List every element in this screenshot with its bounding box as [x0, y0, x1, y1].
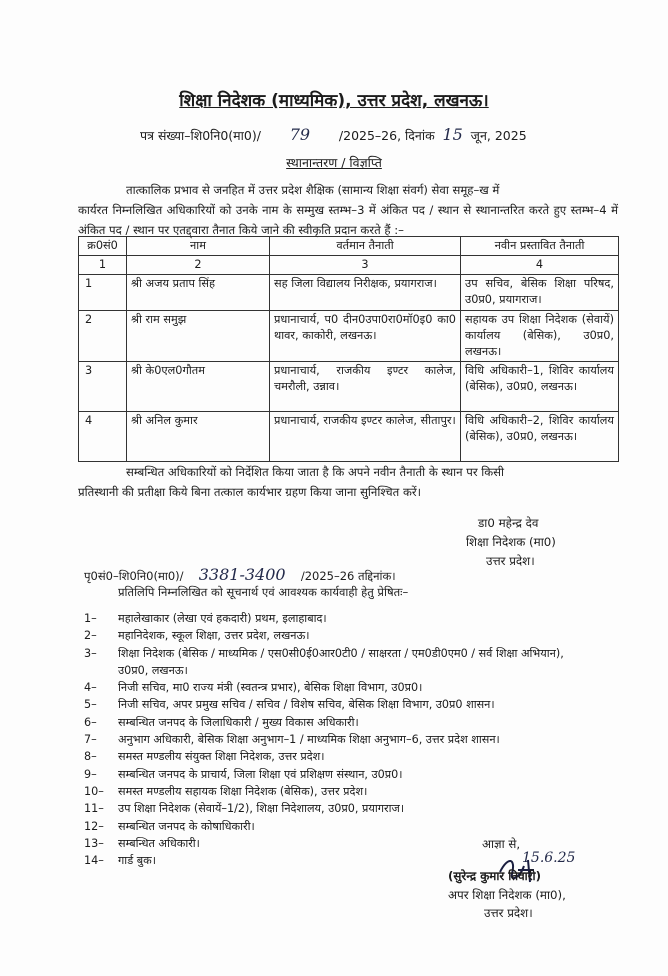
list-item [84, 610, 564, 627]
table-row: 1 श्री अजय प्रताप सिंह सह जिला विद्यालय निरीक्षक, प्रयागराज। उप सचिव, बेसिक शिक्षा परिषद, उ0प्र0, प्रयागराज। [79, 275, 619, 311]
header-proposed: नवीन प्रस्तावित तैनाती [461, 237, 619, 256]
list-item-number: 10– [84, 784, 104, 798]
list-item-number: 2– [84, 629, 97, 643]
list-item-number: 3– [84, 646, 97, 660]
list-item-text: शिक्षा निदेशक (बेसिक / माध्यमिक / एस0सी0ई0आर0टी0 / साक्षरता / एम0डी0एम0 / सर्व शिक्षा अभियान), [118, 646, 564, 660]
header-current: वर्तमान तैनाती [270, 237, 461, 256]
list-item [84, 852, 564, 869]
subject-line: स्थानान्तरण / विज्ञप्ति [286, 155, 382, 170]
transfer-table [78, 236, 619, 462]
list-item-text: समस्त मण्डलीय सहायक शिक्षा निदेशक (बेसिक), उत्तर प्रदेश। [118, 784, 368, 798]
list-item-number: 8– [84, 750, 97, 764]
list-item [84, 766, 564, 783]
list-item-number: 14– [84, 854, 104, 868]
signatory-name: डा0 महेन्द्र देव [478, 516, 539, 530]
letter-number: 79 [289, 125, 311, 144]
list-item-text: गार्ड बुक। [118, 854, 156, 868]
letter-day: 15 [442, 125, 463, 144]
list-item-number: 11– [84, 802, 104, 816]
table-column-number-row: 1 2 3 4 [79, 256, 619, 275]
list-item [84, 696, 564, 713]
table-header-row [79, 237, 619, 256]
list-item [84, 679, 564, 696]
list-item [84, 748, 564, 765]
list-item-number: 1– [84, 612, 97, 625]
list-item [84, 627, 564, 644]
list-item-number: 7– [84, 733, 97, 747]
list-item [84, 818, 564, 835]
table-row: 4 श्री अनिल कुमार प्रधानाचार्य, राजकीय इण्टर कालेज, सीतापुर। विधि अधिकारी–2, शिविर कार्यालय (बेसिक), उ0प्र0, लखनऊ। [79, 412, 619, 462]
list-item-number: 5– [84, 698, 97, 712]
date-label: दिनांक [405, 128, 435, 143]
endorsement-reference [84, 565, 396, 584]
letter-prefix: पत्र संख्या–शि0नि0(मा0)/ [140, 128, 261, 143]
list-item [84, 662, 564, 679]
list-item [84, 783, 564, 800]
signature-date: 15.6.25 [522, 850, 576, 866]
list-item [84, 800, 564, 817]
list-item-number: 6– [84, 715, 97, 729]
list-item-number: 13– [84, 836, 104, 850]
copy-list [84, 610, 564, 869]
list-item [84, 645, 564, 662]
list-item-text: सम्बन्धित जनपद के जिलाधिकारी / मुख्य विकास अधिकारी। [118, 715, 359, 729]
signatory-designation: शिक्षा निदेशक (मा0) [466, 535, 556, 549]
office-heading: शिक्षा निदेशक (माध्यमिक), उत्तर प्रदेश, लखनऊ। [179, 91, 489, 111]
list-item-text: समस्त मण्डलीय संयुक्त शिक्षा निदेशक, उत्तर प्रदेश। [118, 750, 325, 764]
signatory-2-place: उत्तर प्रदेश। [484, 906, 533, 920]
list-item-text: सम्बन्धित अधिकारी। [118, 836, 200, 850]
list-item-number: 4– [84, 681, 97, 695]
intro-paragraph: तात्कालिक प्रभाव से जनहित में उत्तर प्रदेश शैक्षिक (सामान्य शिक्षा संवर्ग) सेवा समूह–ख में कार्यरत निम्नलिखित अधिकारियों को उनके नाम के सम्मुख स्तम्भ–3 में अंकित पद / स्थान से स्थानान्तरित करते हुए स्तम्भ–4 में अंकित पद / स्थान पर एतद्द्वारा तैनात किये जाने की स्वीकृति प्रदान करते हैं :– [78, 183, 618, 237]
list-item-text: निजी सचिव, अपर प्रमुख सचिव / सचिव / विशेष सचिव, बेसिक शिक्षा विभाग, उ0प्र0 शासन। [118, 698, 495, 712]
directive-paragraph: सम्बन्धित अधिकारियों को निर्देशित किया जाता है कि अपने नवीन तैनाती के स्थान पर किसी प्रतिस्थानी की प्रतीक्षा किये बिना तत्काल कार्यभार ग्रहण किया जाना सुनिश्चित करें। [78, 465, 505, 499]
list-item [84, 731, 564, 748]
endorsement-prefix: पृ0सं0–शि0नि0(मा0)/ [84, 569, 184, 583]
list-item-text: उ0प्र0, लखनऊ। [118, 663, 188, 677]
letter-year: /2025–26, [338, 128, 402, 143]
header-name: नाम [127, 237, 270, 256]
list-item-text: अनुभाग अधिकारी, बेसिक शिक्षा अनुभाग–1 / माध्यमिक शिक्षा अनुभाग–6, उत्तर प्रदेश शासन। [118, 733, 500, 747]
signatory-2-name: (सुरेन्द्र कुमार तिवारी) [448, 869, 541, 883]
list-item-text: सम्बन्धित जनपद के प्राचार्य, जिला शिक्षा एवं प्रशिक्षण संस्थान, उ0प्र0। [118, 767, 403, 781]
letter-month-year: जून, 2025 [470, 128, 527, 143]
header-sno: क्र0सं0 [79, 237, 127, 256]
list-item-text: उप शिक्षा निदेशक (सेवायें–1/2), शिक्षा निदेशालय, उ0प्र0, प्रयागराज। [118, 802, 405, 816]
list-item-text: महानिदेशक, स्कूल शिक्षा, उत्तर प्रदेश, लखनऊ। [118, 629, 310, 643]
table-row: 2 श्री राम समुझ प्रधानाचार्य, प0 दीन0उपा0रा0मॉ0इ0 का0 थावर, काकोरी, लखनऊ। सहायक उप शिक्षा निदेशक (सेवायें) कार्यालय (बेसिक), उ0प्र0, लखनऊ। [79, 311, 619, 362]
endorsement-note: प्रतिलिपि निम्नलिखित को सूचनार्थ एवं आवश्यक कार्यवाही हेतु प्रेषितः– [118, 585, 409, 599]
signatory-2-designation: अपर शिक्षा निदेशक (मा0), [448, 888, 566, 902]
table-row: 3 श्री के0एल0गौतम प्रधानाचार्य, राजकीय इण्टर कालेज, चमरौली, उन्नाव। विधि अधिकारी–1, शिविर कार्यालय (बेसिक), उ0प्र0, लखनऊ। [79, 362, 619, 412]
list-item-text: महालेखाकार (लेखा एवं हकदारी) प्रथम, इलाहाबाद। [118, 612, 327, 625]
letter-reference [140, 125, 527, 144]
endorsement-number: 3381-3400 [198, 565, 286, 584]
list-item-text: निजी सचिव, मा0 राज्य मंत्री (स्वतन्त्र प्रभार), बेसिक शिक्षा विभाग, उ0प्र0। [118, 681, 423, 695]
endorsement-suffix: /2025–26 तद्दिनांक। [300, 569, 396, 583]
list-item-text: सम्बन्धित जनपद के कोषाधिकारी। [118, 819, 255, 833]
list-item-number: 9– [84, 767, 97, 781]
order-line: आज्ञा से, [482, 837, 521, 851]
list-item [84, 714, 564, 731]
signatory-place: उत्तर प्रदेश। [486, 554, 535, 568]
list-item-number: 12– [84, 819, 104, 833]
